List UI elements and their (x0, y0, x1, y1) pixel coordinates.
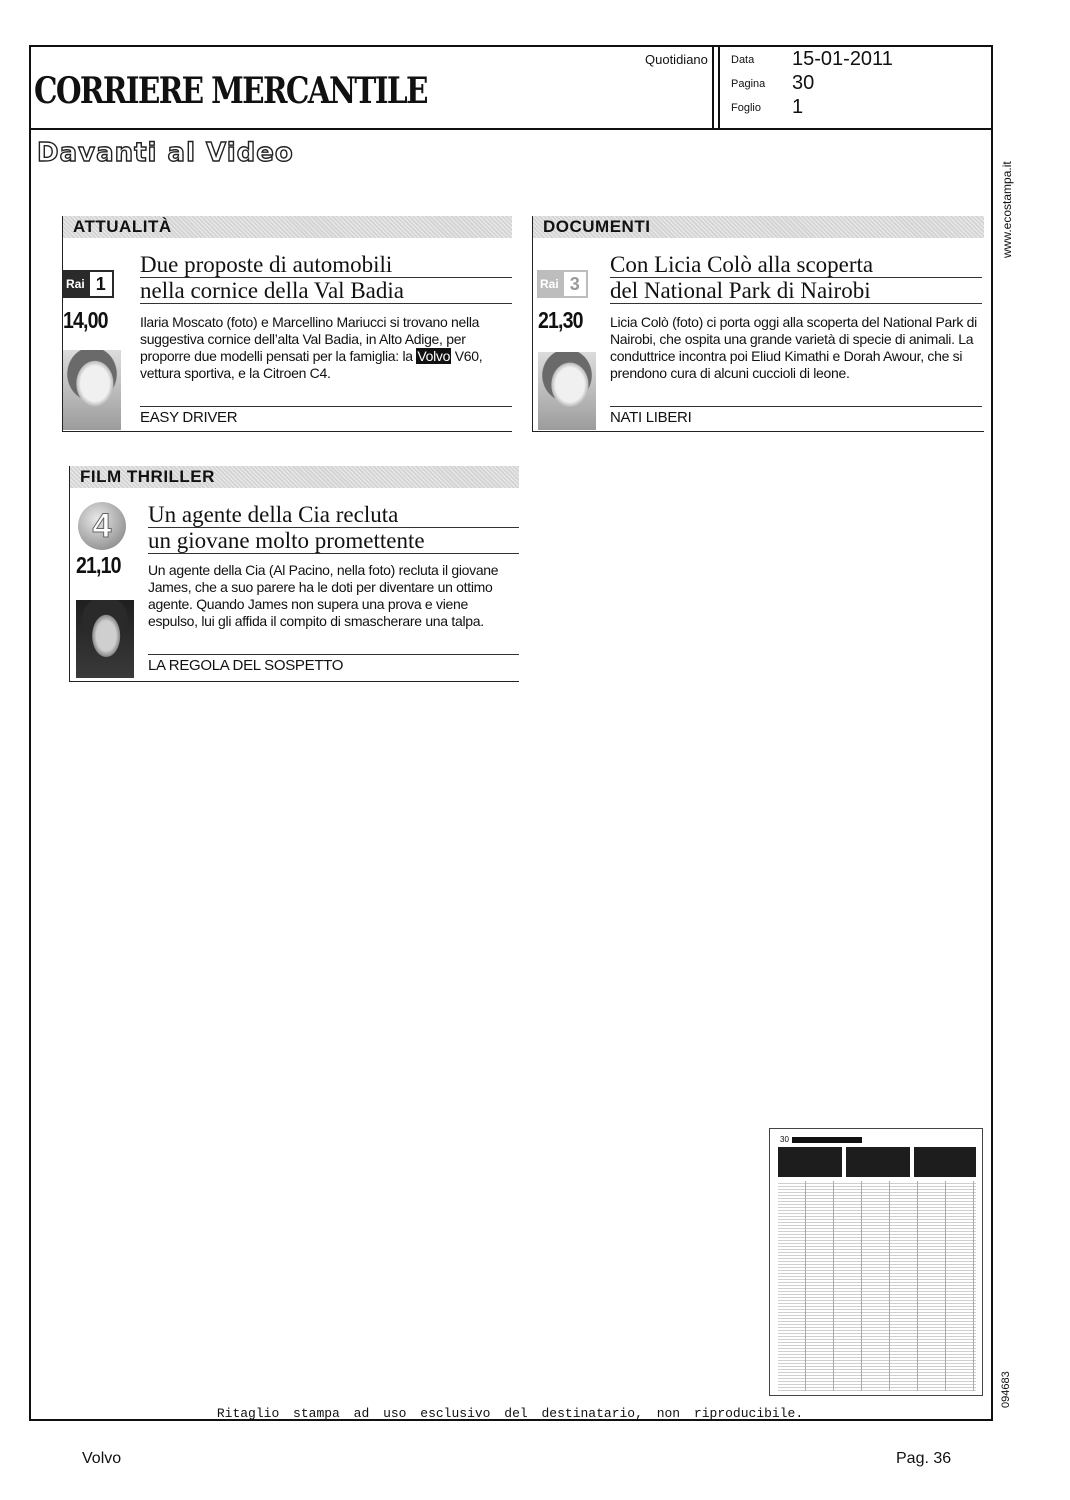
side-code-text: 094683 (1000, 1371, 1012, 1408)
show-title: LA REGOLA DEL SOSPETTO (148, 654, 519, 674)
show-title: EASY DRIVER (140, 406, 512, 426)
thumbnail-listings-grid (778, 1181, 976, 1391)
broadcast-time: 21,30 (538, 307, 583, 333)
side-code (1000, 1360, 1020, 1410)
category-label: ATTUALITÀ (73, 217, 172, 236)
body-text-part-1: Ilaria Moscato (foto) e Marcellino Mariucci si trovano nella suggestiva cornice dell’alta Val Badia, in Alto Adige, per proporre due modelli pensati per la famiglia: la (140, 314, 480, 364)
meta-value-pagina: 30 (792, 72, 815, 94)
meta-divider (712, 45, 714, 130)
channel-number: 4 (78, 502, 126, 550)
thumbnail-title-bar (792, 1137, 862, 1143)
show-title: NATI LIBERI (610, 406, 982, 426)
highlighted-keyword: Volvo (417, 348, 451, 364)
rai1-logo (63, 270, 121, 304)
headline-line-1: Con Licia Colò alla scoperta (610, 252, 982, 278)
actor-photo (76, 600, 134, 678)
meta-divider (718, 45, 720, 130)
body-text-part-2: V60, vettura sportiva, e la Citroen C4. (140, 348, 483, 381)
rete4-logo (78, 502, 136, 545)
article-body (140, 314, 512, 382)
meta-label-pagina: Pagina (731, 78, 766, 90)
meta-label-data: Data (731, 54, 755, 66)
channel-number: 3 (562, 270, 588, 298)
thumbnail-block (778, 1147, 842, 1177)
publication-type: Quotidiano (645, 52, 708, 67)
side-url (1000, 140, 1020, 260)
presenter-photo (538, 352, 596, 430)
thumbnail-block (914, 1147, 976, 1177)
meta-value-data: 15-01-2011 (792, 48, 893, 70)
photo-portrait (63, 350, 121, 430)
headline-line-2: del National Park di Nairobi (610, 278, 982, 304)
section-title: Davanti al Video (37, 138, 294, 168)
headline-line-2: nella cornice della Val Badia (140, 278, 512, 304)
headline (610, 252, 982, 304)
clipping-keyword: Volvo (82, 1450, 122, 1467)
page-indicator: Pag. 36 (896, 1450, 952, 1467)
rai3-logo (537, 270, 595, 304)
headline-line-1: Due proposte di automobili (140, 252, 512, 278)
meta-value-foglio: 1 (792, 96, 804, 118)
headline-line-2: un giovane molto promettente (148, 528, 519, 554)
meta-label-foglio: Foglio (731, 102, 761, 114)
category-label: FILM THRILLER (80, 467, 215, 486)
thumbnail-page-number: 30 (780, 1135, 789, 1144)
headline-line-1: Un agente della Cia recluta (148, 502, 519, 528)
headline (140, 252, 512, 304)
headline (148, 502, 519, 554)
article-body: Licia Colò (foto) ci porta oggi alla scoperta del National Park di Nairobi, che ospita una grande varietà di specie di animali. La conduttrice incontra poi Eliud Kimathi e Dorah Awour, che si prendono cura di alcuni cuccioli di leone. (610, 314, 977, 381)
side-url-text: www.ecostampa.it (1000, 161, 1014, 258)
rai-logo-text: Rai (63, 270, 88, 298)
footer-note: Ritaglio stampa ad uso esclusivo del destinatario, non riproducibile. (216, 1406, 804, 1421)
rai-logo-text: Rai (537, 270, 562, 298)
page-thumbnail (769, 1128, 983, 1396)
article-body: Un agente della Cia (Al Pacino, nella foto) recluta il giovane James, che a suo parere ha le doti per diventare un ottimo agente. Quando James non supera una prova e viene espulso, lui gli affida il compito di smascherare una talpa. (148, 562, 499, 629)
presenter-photo (63, 350, 121, 430)
photo-portrait (538, 352, 596, 430)
thumbnail-block (846, 1147, 910, 1177)
photo-portrait (76, 600, 134, 678)
channel-number: 1 (88, 270, 114, 298)
broadcast-time: 14,00 (63, 307, 108, 333)
category-label: DOCUMENTI (543, 217, 651, 236)
masthead: CORRIERE MERCANTILE (34, 70, 427, 112)
broadcast-time: 21,10 (76, 552, 121, 578)
